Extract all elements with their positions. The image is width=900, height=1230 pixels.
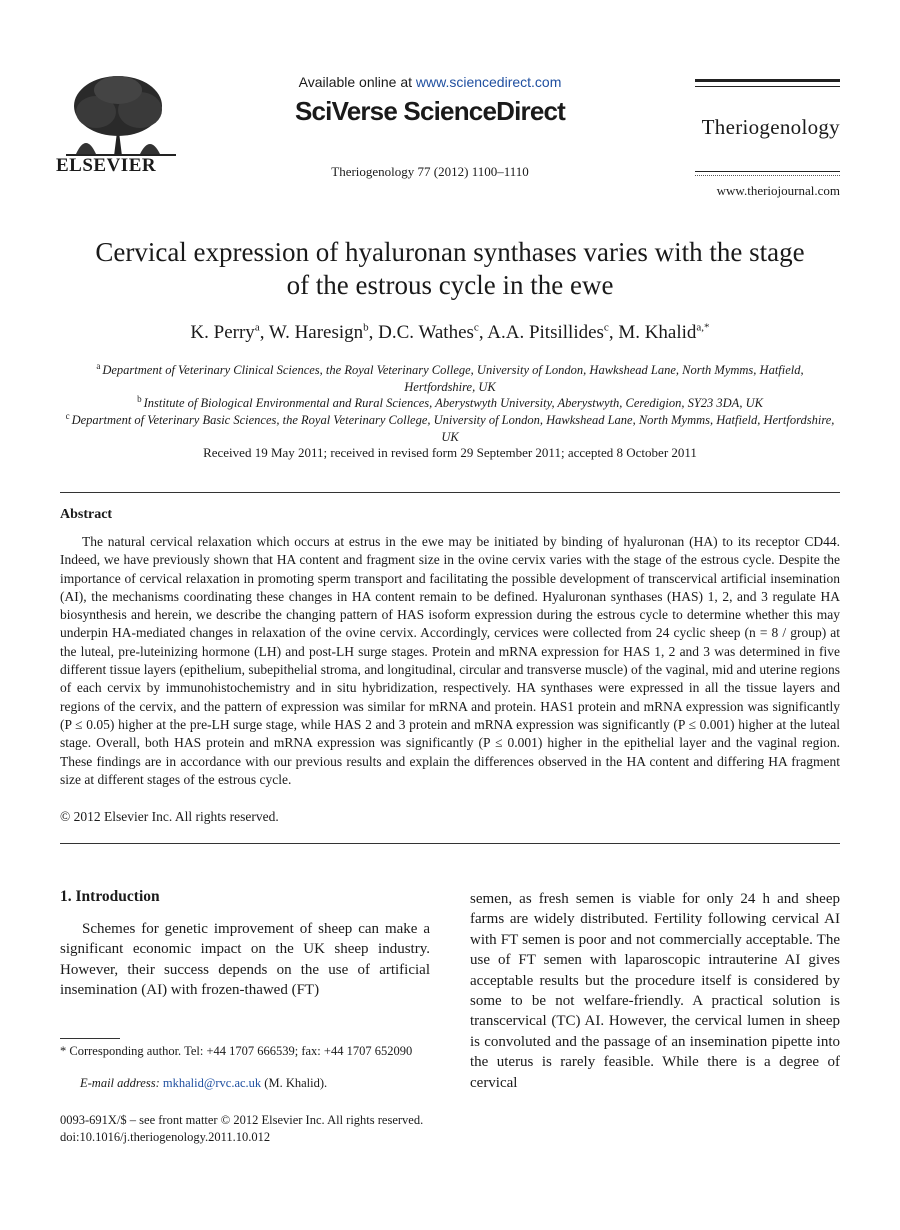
affiliation-a: $^a$ Department of Veterinary Clinical Sciences, the Royal Veterinary College, University of London, Hawkshead Lane, North Mymms, Hatfield, Hertfordshire, UK [96,361,804,394]
author: W. Haresign$^b$, [268,322,379,344]
section-heading-introduction: 1. Introduction [60,888,160,905]
affiliation-c: $^c$ Department of Veterinary Basic Sciences, the Royal Veterinary College, University of London, Hawkshead Lane, North Mymms, Hatfield, Hertfordshire, UK [65,411,835,444]
masthead-rule-dotted [695,175,840,177]
footnote-rule [60,1038,120,1039]
journal-citation: Theriogenology 77 (2012) 1100–1110 [331,164,529,179]
title-line-1: Cervical expression of hyaluronan synthases varies with the stage [95,237,805,267]
author: A.A. Pitsillides$^c$, [487,322,619,344]
email-label: E-mail address: [80,1076,160,1090]
intro-paragraph-right: semen, as fresh semen is viable for only 24 h and sheep farms are widely distributed. Fertility following cervical AI with FT semen is poor and not commercially acceptable. The use of FT semen with laparoscopic intrauterine AI gives acceptable results but the procedure itself is considered by some to be not welfare-friendly. A practical solution is transcervical (TC) AI. However, the cervical lumen in sheep is convoluted and the passage of an insemination pipette into the uterus is rarely feasible. While there is a degree of cervical [470,891,840,1091]
masthead-rule [695,79,840,82]
publisher-name: ELSEVIER [56,155,157,176]
author: D.C. Wathes$^c$, [378,322,488,344]
abstract-heading: Abstract [60,507,113,522]
sciencedirect-link[interactable]: www.sciencedirect.com [415,74,562,90]
journal-url[interactable]: www.theriojournal.com [716,183,840,198]
doi-line[interactable]: doi:10.1016/j.theriogenology.2011.10.012 [60,1130,271,1144]
abstract-bottom-rule [60,843,840,844]
tree-icon [56,72,206,156]
article-title [50,236,850,302]
journal-name: Theriogenology [701,115,840,139]
platform-brand: SciVerse ScienceDirect [294,96,566,126]
available-prefix: Available online at [298,74,412,90]
author: K. Perry$^a$, [190,322,269,344]
copyright-notice: © 2012 Elsevier Inc. All rights reserved. [60,809,279,824]
issn-line: 0093-691X/$ – see front matter © 2012 Elsevier Inc. All rights reserved. [60,1113,424,1127]
email-line [80,1076,327,1091]
title-line-2: of the estrous cycle in the ewe [286,270,614,300]
masthead-rule-lower [695,171,840,172]
email-suffix: (M. Khalid). [264,1076,328,1090]
masthead-rule-thin [695,86,840,87]
available-online [250,74,610,90]
author-list [50,322,850,344]
affiliation-b: $^b$ Institute of Biological Environmental and Rural Sciences, Aberystwyth University, Aberystwyth, Ceredigion, SY23 3DA, UK [137,394,763,411]
corresponding-author-note: * Corresponding author. Tel: +44 1707 666539; fax: +44 1707 652090 [60,1044,413,1058]
abstract-top-rule [60,492,840,493]
email-link[interactable]: mkhalid@rvc.ac.uk [162,1076,262,1090]
intro-paragraph-left: Schemes for genetic improvement of sheep can make a significant economic impact on the UK sheep industry. However, their success depends on the use of artificial insemination (AI) with frozen-thawed (FT) [60,921,430,999]
received-dates: Received 19 May 2011; received in revised form 29 September 2011; accepted 8 October 2011 [203,445,697,460]
author: M. Khalid$^{a,*}$ [618,322,710,344]
abstract-body: The natural cervical relaxation which occurs at estrus in the ewe may be initiated by binding of hyaluronan (HA) to its receptor CD44. Indeed, we have previously shown that HA content and fragment size in the ovine cervix varies with the stage of the estrous cycle. Despite the importance of cervical relaxation in promoting sperm transport and facilitating the possible development of transcervical artificial insemination (AI), the mechanisms coordinating these changes in HA content remain to be defined. Hyaluronan synthases (HAS) 1, 2, and 3 regulate HA biosynthesis and herein, we describe the changing pattern of HAS isoform expression during the estrous cycle to determine whether this may underpin HA-mediated changes in relaxation of the ovine cervix. Accordingly, cervices were collected from 24 cyclic sheep (n = 8 / group) at the luteal, pre-luteinizing hormone (LH) and post-LH surge stages. Protein and mRNA expression for HAS 1, 2 and 3 was determined in five different tissue layers (epithelium, subepithelial stroma, and longitudinal, circular and transverse muscle) of the vaginal, mid and uterine regions of each cervix by immunohistochemistry and in situ hybridization, respectively. HA synthases were expressed in all the tissue layers and regions of the cervix, and the pattern of expression was similar for mRNA and protein. HAS1 protein and mRNA expression was significantly (P ≤ 0.05) higher at the pre-LH surge stage, while HAS 2 and 3 protein and mRNA expression was significantly (P ≤ 0.001) higher at the luteal stage. Overall, both HAS protein and mRNA expression was significantly (P ≤ 0.001) higher in the epithelial layer and the vaginal region. These findings are in accordance with our previous results and explain the differences observed in the HA content and differing HA fragment size at different stages of the estrous cycle. [60,534,840,787]
